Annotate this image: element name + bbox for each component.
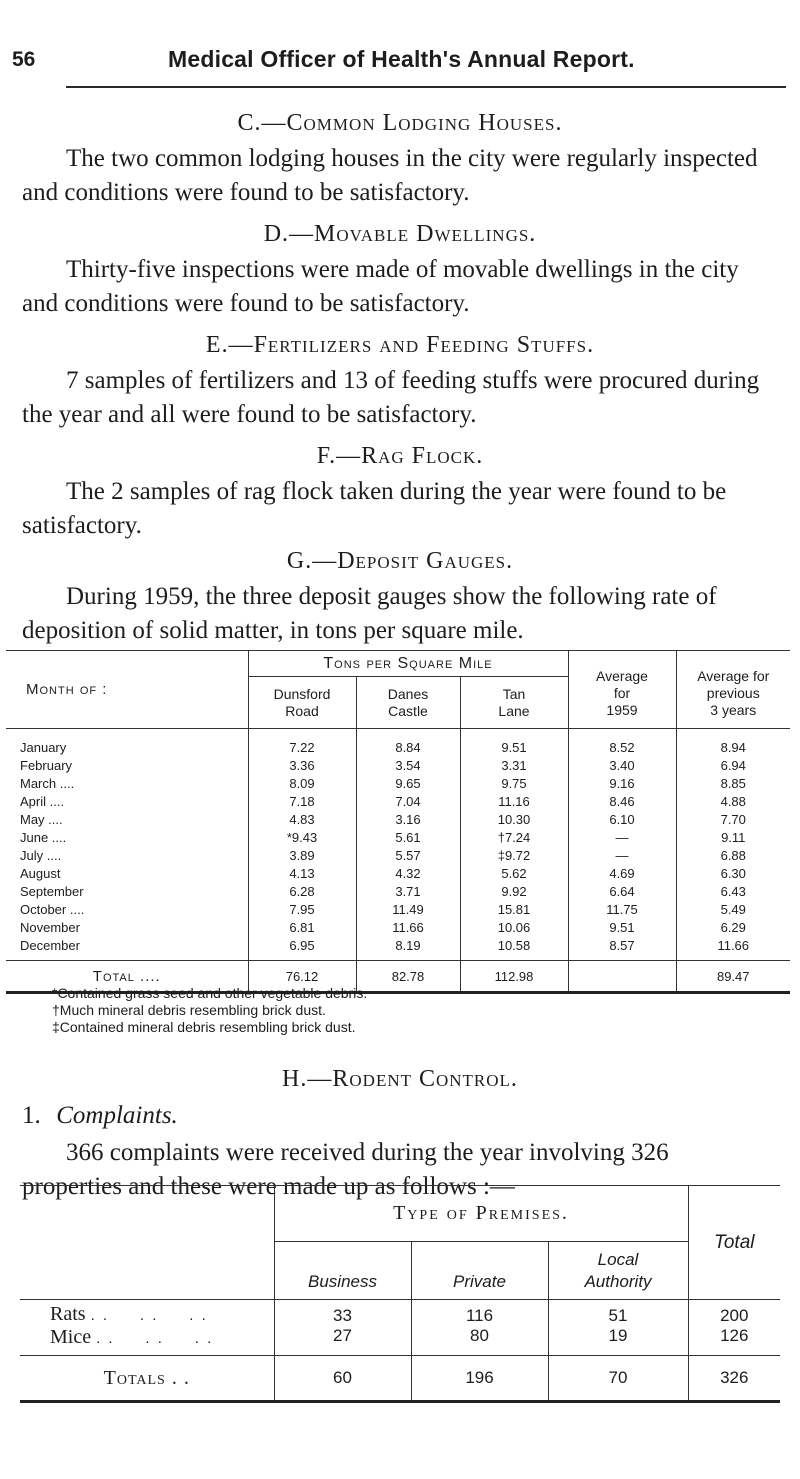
prev-header-line2: previous (706, 685, 760, 701)
cell-tan: 15.81 (460, 899, 568, 917)
cell-prev: 6.88 (676, 845, 790, 863)
mice-business: 27 (274, 1326, 411, 1356)
cell-tan: 9.92 (460, 881, 568, 899)
footnote-contained-mineral: ‡Contained mineral debris resembling brick dust. (52, 1019, 356, 1035)
month-header: Month of : (26, 681, 108, 698)
table-row (20, 1300, 780, 1326)
cell-avg: 6.10 (568, 809, 676, 827)
prev-header-line1: Average for (697, 668, 770, 684)
table-row (6, 881, 790, 899)
section-g-heading: G.—Deposit Gauges. (286, 548, 514, 574)
section-c-text: The two common lodging houses in the city were regularly inspected and conditions were found to be satisfactory. (22, 145, 758, 206)
cell-prev: 6.43 (676, 881, 790, 899)
rats-private: 116 (411, 1300, 548, 1326)
cell-avg: — (568, 827, 676, 845)
mice-local: 19 (548, 1326, 688, 1356)
total-prev: 89.47 (676, 961, 790, 993)
section-f-paragraph (22, 475, 770, 543)
table-row (6, 899, 790, 917)
running-title: Medical Officer of Health's Annual Report. (168, 46, 635, 72)
cell-tan: †7.24 (460, 827, 568, 845)
page-number: 56 (12, 48, 36, 71)
cell-tan: 10.06 (460, 917, 568, 935)
mice-label-text: Mice (50, 1325, 92, 1348)
month-name: October .... (20, 901, 85, 917)
section-d-paragraph (22, 253, 770, 321)
totals-row (20, 1356, 780, 1402)
table-row (20, 1326, 780, 1356)
cell-tan: 9.51 (460, 729, 568, 755)
danes-header-line1: Danes (387, 685, 429, 702)
section-e-text: 7 samples of fertilizers and 13 of feeding stuffs were procured during the year and all were found to be satisfactory. (22, 367, 760, 428)
section-e-heading: E.—Fertilizers and Feeding Stuffs. (205, 332, 595, 358)
avg-header-line2: for (613, 685, 631, 701)
footnotes (52, 985, 367, 1036)
cell-prev: 6.29 (676, 917, 790, 935)
cell-prev: 11.66 (676, 935, 790, 953)
cell-tan: 3.31 (460, 755, 568, 773)
rodent-control-table (20, 1185, 780, 1403)
spacer-cell (356, 953, 460, 961)
dunsford-header (248, 677, 356, 729)
cell-prev: 8.94 (676, 729, 790, 755)
avg-header-line3: 1959 (606, 702, 638, 718)
cell-danes: 8.84 (356, 729, 460, 755)
avg-header-line1: Average (596, 668, 648, 684)
deposit-total-dots: .... (140, 967, 161, 985)
section-f-text: The 2 samples of rag flock taken during the year were found to be satisfactory. (22, 478, 727, 539)
prev-header-line3: 3 years (710, 702, 757, 718)
section-c-heading: C.—Common Lodging Houses. (237, 110, 563, 136)
cell-dunsford: 7.95 (248, 899, 356, 917)
month-name: January (20, 739, 67, 755)
deposit-table (6, 650, 790, 994)
month-name: November (20, 919, 80, 935)
cell-tan: 5.62 (460, 863, 568, 881)
mice-label (20, 1326, 274, 1356)
cell-prev: 8.85 (676, 773, 790, 791)
month-cell (6, 917, 248, 935)
private-header: Private (411, 1242, 548, 1300)
cell-dunsford: 6.81 (248, 917, 356, 935)
month-name: March .... (20, 775, 75, 791)
cell-tan: ‡9.72 (460, 845, 568, 863)
table-row (6, 845, 790, 863)
cell-danes: 11.66 (356, 917, 460, 935)
section-f-heading: F.—Rag Flock. (316, 443, 484, 469)
rodent-table (20, 1185, 780, 1403)
table-row (6, 729, 790, 755)
cell-avg: 3.40 (568, 755, 676, 773)
deposit-total-label-text: Total (92, 967, 135, 985)
business-header: Business (274, 1242, 411, 1300)
month-name: April .... (20, 793, 65, 809)
cell-dunsford: *9.43 (248, 827, 356, 845)
table-row (6, 827, 790, 845)
section-d-heading: D.—Movable Dwellings. (263, 221, 537, 247)
section-g-text: During 1959, the three deposit gauges show the following rate of deposition of solid matter, in tons per square mile. (22, 583, 717, 644)
local-header-line2: Authority (584, 1271, 652, 1291)
totals-total: 326 (688, 1356, 780, 1402)
dunsford-header-line1: Dunsford (273, 685, 331, 702)
cell-dunsford: 3.89 (248, 845, 356, 863)
month-name: June .... (20, 829, 67, 845)
average-1959-header (568, 651, 676, 729)
section-c-paragraph (22, 142, 770, 210)
month-name: August (20, 865, 61, 881)
section-g-paragraph (22, 580, 770, 648)
premises-group-header: Type of Premises. (274, 1186, 688, 1242)
month-cell (6, 755, 248, 773)
local-authority-header (548, 1242, 688, 1300)
cell-avg: 6.64 (568, 881, 676, 899)
month-cell (6, 899, 248, 917)
month-name: May .... (20, 811, 63, 827)
section-h-text: 366 complaints were received during the year involving 326 properties and these were made up as follows :— (22, 1139, 669, 1200)
cell-avg: 9.16 (568, 773, 676, 791)
cell-danes: 11.49 (356, 899, 460, 917)
mice-private: 80 (411, 1326, 548, 1356)
cell-dunsford: 6.28 (248, 881, 356, 899)
total-danes: 82.78 (356, 961, 460, 993)
cell-dunsford: 8.09 (248, 773, 356, 791)
cell-danes: 8.19 (356, 935, 460, 953)
cell-prev: 6.94 (676, 755, 790, 773)
footnote-mineral-debris: †Much mineral debris resembling brick dust. (52, 1002, 326, 1018)
total-avg (568, 961, 676, 993)
month-cell (6, 845, 248, 863)
table-row (6, 917, 790, 935)
section-h-heading: H.—Rodent Control. (282, 1066, 518, 1092)
table-row (6, 791, 790, 809)
cell-avg: 8.46 (568, 791, 676, 809)
cell-tan: 10.30 (460, 809, 568, 827)
cell-prev: 9.11 (676, 827, 790, 845)
danes-header-line2: Castle (388, 702, 428, 719)
tan-header-line2: Lane (498, 702, 530, 719)
page-header (0, 0, 800, 96)
cell-prev: 4.88 (676, 791, 790, 809)
cell-dunsford: 6.95 (248, 935, 356, 953)
tan-header (460, 677, 568, 729)
spacer-cell (568, 953, 676, 961)
month-cell (6, 791, 248, 809)
cell-danes: 3.16 (356, 809, 460, 827)
cell-dunsford: 7.18 (248, 791, 356, 809)
cell-dunsford: 7.22 (248, 729, 356, 755)
cell-prev: 5.49 (676, 899, 790, 917)
table-row (6, 935, 790, 953)
table-row (6, 755, 790, 773)
deposit-table-body (6, 729, 790, 961)
spacer-cell (248, 953, 356, 961)
tan-header-line1: Tan (502, 685, 526, 702)
rats-total: 200 (688, 1300, 780, 1326)
cell-dunsford: 4.83 (248, 809, 356, 827)
cell-danes: 3.54 (356, 755, 460, 773)
month-cell (6, 773, 248, 791)
rats-business: 33 (274, 1300, 411, 1326)
total-dunsford: 76.12 (248, 961, 356, 993)
cell-tan: 10.58 (460, 935, 568, 953)
month-name: December (20, 937, 80, 953)
cell-avg: 8.52 (568, 729, 676, 755)
cell-danes: 3.71 (356, 881, 460, 899)
tons-group-header: Tons per Square Mile (248, 651, 568, 677)
dunsford-header-line2: Road (285, 702, 319, 719)
total-tan: 112.98 (460, 961, 568, 993)
rodent-totals-label: Totals . . (103, 1366, 190, 1389)
cell-avg: 9.51 (568, 917, 676, 935)
month-cell (6, 809, 248, 827)
cell-prev: 6.30 (676, 863, 790, 881)
footnote-grass-seed: *Contained grass seed and other vegetable debris. (52, 985, 368, 1001)
mice-total: 126 (688, 1326, 780, 1356)
cell-avg: 11.75 (568, 899, 676, 917)
rats-label-text: Rats (50, 1302, 86, 1325)
spacer-cell (460, 953, 568, 961)
cell-tan: 9.75 (460, 773, 568, 791)
complaints-title: Complaints. (56, 1102, 178, 1129)
month-name: September (20, 883, 84, 899)
rodent-blank-header (20, 1186, 274, 1300)
cell-prev: 7.70 (676, 809, 790, 827)
month-cell (6, 935, 248, 953)
complaints-number: 1. (22, 1102, 41, 1129)
section-e-paragraph (22, 364, 770, 432)
spacer-cell (6, 953, 248, 961)
section-d-text: Thirty-five inspections were made of movable dwellings in the city and conditions were found to be satisfactory. (22, 256, 739, 317)
table-row (6, 809, 790, 827)
month-name: July .... (20, 847, 62, 863)
totals-private: 196 (411, 1356, 548, 1402)
danes-header (356, 677, 460, 729)
month-cell (6, 827, 248, 845)
month-name: February (20, 757, 73, 773)
month-cell (6, 863, 248, 881)
month-cell (6, 729, 248, 755)
complaints-subheading (22, 1102, 178, 1130)
spacer-cell (676, 953, 790, 961)
cell-danes: 7.04 (356, 791, 460, 809)
spacer-row (6, 953, 790, 961)
cell-danes: 4.32 (356, 863, 460, 881)
header-rule (66, 86, 786, 88)
table-row (6, 863, 790, 881)
cell-avg: — (568, 845, 676, 863)
month-cell (6, 881, 248, 899)
rodent-total-header: Total (688, 1186, 780, 1300)
cell-dunsford: 4.13 (248, 863, 356, 881)
totals-local: 70 (548, 1356, 688, 1402)
average-previous-header (676, 651, 790, 729)
local-header-line1: Local (597, 1249, 639, 1269)
rats-local: 51 (548, 1300, 688, 1326)
cell-dunsford: 3.36 (248, 755, 356, 773)
deposit-gauges-table (6, 650, 790, 994)
cell-avg: 4.69 (568, 863, 676, 881)
cell-avg: 8.57 (568, 935, 676, 953)
rats-dots: . . . . . . (90, 1306, 208, 1324)
cell-danes: 9.65 (356, 773, 460, 791)
cell-danes: 5.57 (356, 845, 460, 863)
mice-dots: . . . . . . (96, 1329, 214, 1347)
cell-tan: 11.16 (460, 791, 568, 809)
rats-label (20, 1300, 274, 1326)
totals-business: 60 (274, 1356, 411, 1402)
cell-danes: 5.61 (356, 827, 460, 845)
table-row (6, 773, 790, 791)
